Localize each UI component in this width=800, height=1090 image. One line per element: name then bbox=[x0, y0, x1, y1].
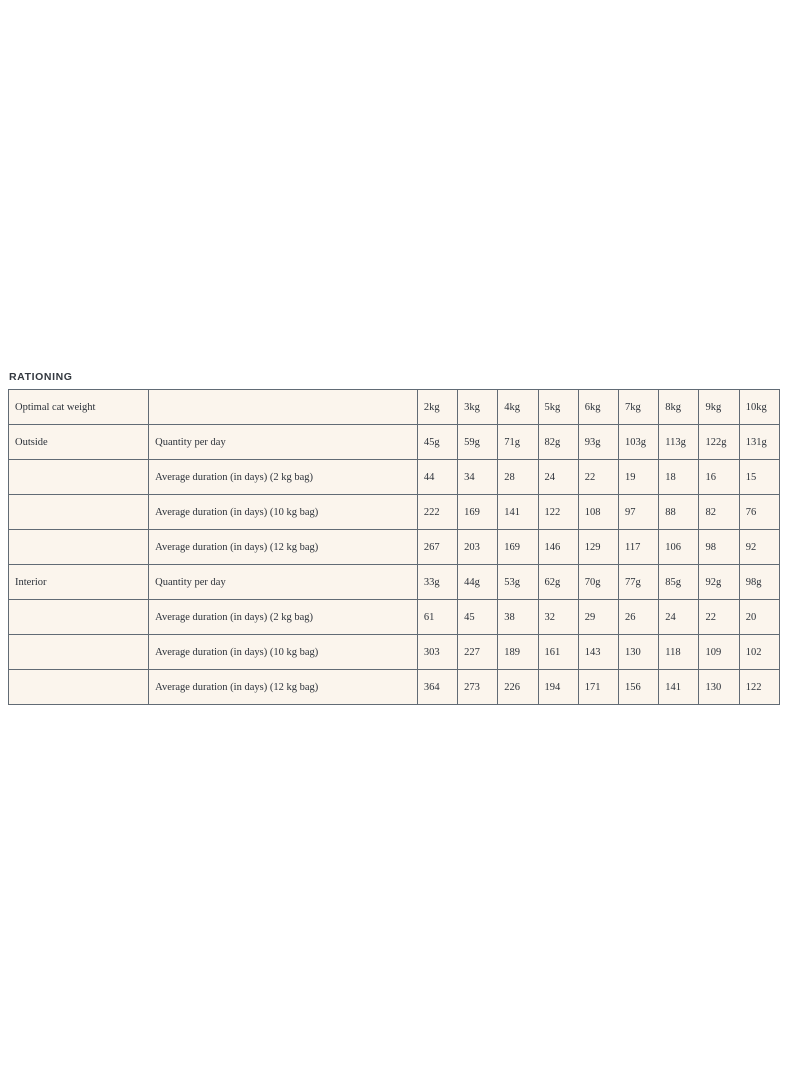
data-cell: 38 bbox=[498, 600, 538, 635]
data-cell: 82g bbox=[538, 425, 578, 460]
data-cell: 77g bbox=[619, 565, 659, 600]
data-cell: 44g bbox=[458, 565, 498, 600]
column-header-weight: 9kg bbox=[699, 390, 739, 425]
page-title: RATIONING bbox=[9, 371, 73, 383]
column-header-weight: 7kg bbox=[619, 390, 659, 425]
column-header-weight: 8kg bbox=[659, 390, 699, 425]
data-cell: 203 bbox=[458, 530, 498, 565]
table-row bbox=[9, 460, 780, 495]
data-cell: 108 bbox=[578, 495, 618, 530]
column-header-weight: 3kg bbox=[458, 390, 498, 425]
data-cell: 28 bbox=[498, 460, 538, 495]
data-cell: 143 bbox=[578, 635, 618, 670]
group-label-empty-cell bbox=[9, 495, 149, 530]
data-cell: 109 bbox=[699, 635, 739, 670]
group-label-empty-cell bbox=[9, 635, 149, 670]
data-cell: 169 bbox=[458, 495, 498, 530]
data-cell: 29 bbox=[578, 600, 618, 635]
data-cell: 88 bbox=[659, 495, 699, 530]
row-description-cell: Average duration (in days) (10 kg bag) bbox=[149, 635, 418, 670]
data-cell: 189 bbox=[498, 635, 538, 670]
data-cell: 61 bbox=[417, 600, 457, 635]
data-cell: 156 bbox=[619, 670, 659, 705]
table-body bbox=[9, 390, 780, 705]
data-cell: 93g bbox=[578, 425, 618, 460]
data-cell: 122 bbox=[739, 670, 779, 705]
rationing-table bbox=[8, 389, 780, 705]
column-header-weight: 4kg bbox=[498, 390, 538, 425]
data-cell: 129 bbox=[578, 530, 618, 565]
group-label-empty-cell bbox=[9, 530, 149, 565]
table-row bbox=[9, 600, 780, 635]
data-cell: 141 bbox=[498, 495, 538, 530]
data-cell: 226 bbox=[498, 670, 538, 705]
data-cell: 122g bbox=[699, 425, 739, 460]
rationing-section bbox=[8, 371, 780, 705]
data-cell: 273 bbox=[458, 670, 498, 705]
data-cell: 169 bbox=[498, 530, 538, 565]
data-cell: 92 bbox=[739, 530, 779, 565]
data-cell: 71g bbox=[498, 425, 538, 460]
data-cell: 19 bbox=[619, 460, 659, 495]
data-cell: 113g bbox=[659, 425, 699, 460]
data-cell: 26 bbox=[619, 600, 659, 635]
data-cell: 15 bbox=[739, 460, 779, 495]
data-cell: 106 bbox=[659, 530, 699, 565]
data-cell: 117 bbox=[619, 530, 659, 565]
group-label-empty-cell bbox=[9, 600, 149, 635]
column-header-weight: 6kg bbox=[578, 390, 618, 425]
data-cell: 70g bbox=[578, 565, 618, 600]
group-label-empty-cell bbox=[9, 460, 149, 495]
data-cell: 267 bbox=[417, 530, 457, 565]
data-cell: 227 bbox=[458, 635, 498, 670]
data-cell: 146 bbox=[538, 530, 578, 565]
data-cell: 97 bbox=[619, 495, 659, 530]
data-cell: 364 bbox=[417, 670, 457, 705]
data-cell: 118 bbox=[659, 635, 699, 670]
table-row bbox=[9, 530, 780, 565]
column-header-weight: 5kg bbox=[538, 390, 578, 425]
data-cell: 59g bbox=[458, 425, 498, 460]
data-cell: 131g bbox=[739, 425, 779, 460]
data-cell: 102 bbox=[739, 635, 779, 670]
row-description-cell: Average duration (in days) (12 kg bag) bbox=[149, 530, 418, 565]
table-header-row bbox=[9, 390, 780, 425]
data-cell: 45g bbox=[417, 425, 457, 460]
data-cell: 82 bbox=[699, 495, 739, 530]
header-blank-cell bbox=[149, 390, 418, 425]
data-cell: 32 bbox=[538, 600, 578, 635]
data-cell: 24 bbox=[538, 460, 578, 495]
data-cell: 92g bbox=[699, 565, 739, 600]
table-row bbox=[9, 635, 780, 670]
table-row bbox=[9, 670, 780, 705]
data-cell: 34 bbox=[458, 460, 498, 495]
data-cell: 222 bbox=[417, 495, 457, 530]
table-row bbox=[9, 565, 780, 600]
group-label-empty-cell bbox=[9, 670, 149, 705]
row-description-cell: Average duration (in days) (2 kg bag) bbox=[149, 600, 418, 635]
data-cell: 22 bbox=[699, 600, 739, 635]
row-header-label: Optimal cat weight bbox=[9, 390, 149, 425]
data-cell: 161 bbox=[538, 635, 578, 670]
data-cell: 98 bbox=[699, 530, 739, 565]
row-description-cell: Quantity per day bbox=[149, 425, 418, 460]
group-label-cell: Outside bbox=[9, 425, 149, 460]
table-row bbox=[9, 495, 780, 530]
column-header-weight: 10kg bbox=[739, 390, 779, 425]
data-cell: 62g bbox=[538, 565, 578, 600]
data-cell: 122 bbox=[538, 495, 578, 530]
data-cell: 303 bbox=[417, 635, 457, 670]
data-cell: 98g bbox=[739, 565, 779, 600]
data-cell: 171 bbox=[578, 670, 618, 705]
data-cell: 18 bbox=[659, 460, 699, 495]
row-description-cell: Average duration (in days) (12 kg bag) bbox=[149, 670, 418, 705]
table-row bbox=[9, 425, 780, 460]
data-cell: 130 bbox=[619, 635, 659, 670]
data-cell: 76 bbox=[739, 495, 779, 530]
data-cell: 20 bbox=[739, 600, 779, 635]
group-label-cell: Interior bbox=[9, 565, 149, 600]
data-cell: 194 bbox=[538, 670, 578, 705]
column-header-weight: 2kg bbox=[417, 390, 457, 425]
data-cell: 45 bbox=[458, 600, 498, 635]
data-cell: 33g bbox=[417, 565, 457, 600]
data-cell: 53g bbox=[498, 565, 538, 600]
row-description-cell: Average duration (in days) (10 kg bag) bbox=[149, 495, 418, 530]
data-cell: 24 bbox=[659, 600, 699, 635]
data-cell: 130 bbox=[699, 670, 739, 705]
data-cell: 44 bbox=[417, 460, 457, 495]
data-cell: 103g bbox=[619, 425, 659, 460]
data-cell: 22 bbox=[578, 460, 618, 495]
data-cell: 141 bbox=[659, 670, 699, 705]
data-cell: 85g bbox=[659, 565, 699, 600]
row-description-cell: Quantity per day bbox=[149, 565, 418, 600]
data-cell: 16 bbox=[699, 460, 739, 495]
row-description-cell: Average duration (in days) (2 kg bag) bbox=[149, 460, 418, 495]
